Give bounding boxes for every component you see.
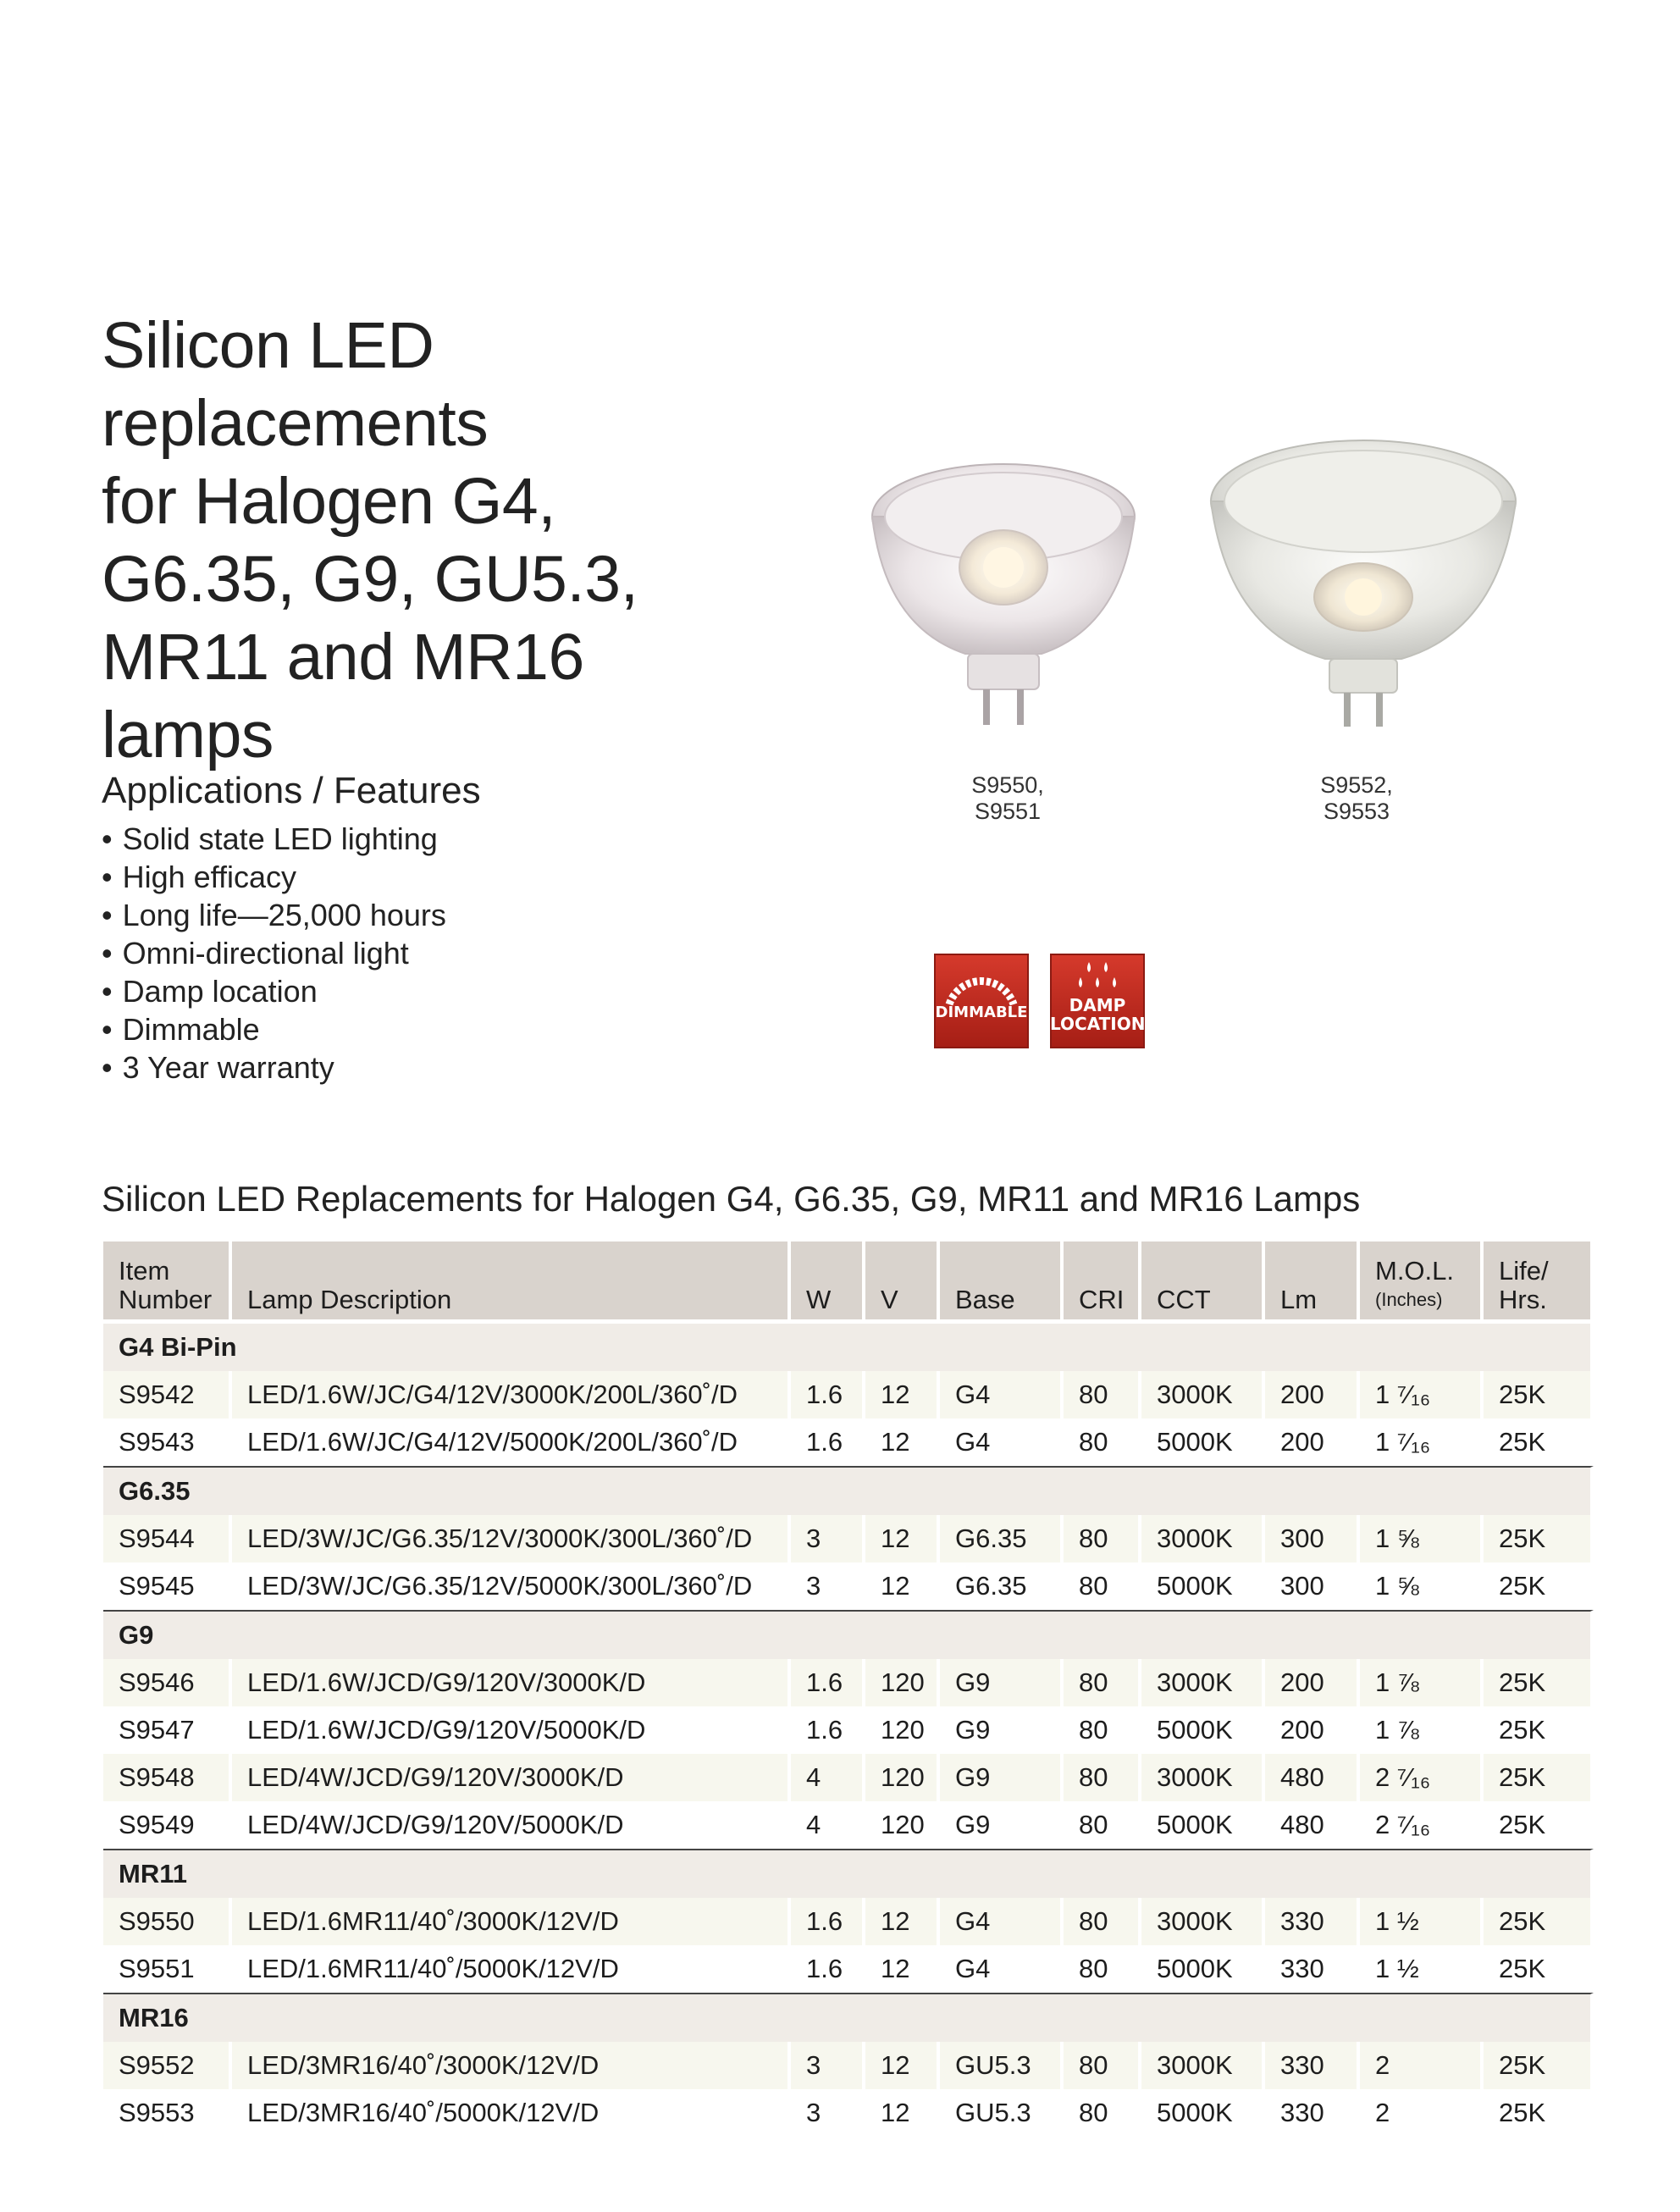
- cell-mol: 2 ⁷⁄₁₆: [1360, 1801, 1484, 1849]
- mr11-caption: [940, 772, 1075, 825]
- cell-life: 25K: [1484, 2042, 1594, 2089]
- cell-desc: LED/1.6W/JCD/G9/120V/5000K/D: [232, 1706, 791, 1754]
- group-label: MR16: [103, 1993, 1594, 2042]
- feature-item: • Long life—25,000 hours: [102, 896, 446, 934]
- cell-v: 12: [865, 1371, 940, 1418]
- cell-desc: LED/1.6W/JCD/G9/120V/3000K/D: [232, 1659, 791, 1706]
- table-row: [103, 1754, 1594, 1801]
- group-label: G4 Bi-Pin: [103, 1322, 1594, 1371]
- cell-item: S9543: [103, 1418, 232, 1466]
- cell-cct: 3000K: [1141, 1515, 1265, 1562]
- cell-v: 120: [865, 1706, 940, 1754]
- cell-w: 1.6: [791, 1898, 865, 1945]
- cell-w: 1.6: [791, 1418, 865, 1466]
- cell-base: G9: [940, 1801, 1064, 1849]
- title-line: replacements: [102, 387, 489, 460]
- col-lamp-description: Lamp Description: [232, 1241, 791, 1322]
- cell-item: S9551: [103, 1945, 232, 1993]
- cell-w: 1.6: [791, 1371, 865, 1418]
- feature-item: • Damp location: [102, 972, 446, 1010]
- header-text: Hrs.: [1499, 1285, 1547, 1314]
- col-lm: Lm: [1265, 1241, 1360, 1322]
- cell-base: G4: [940, 1371, 1064, 1418]
- table-row: [103, 1659, 1594, 1706]
- cell-mol: 1 ⁷⁄₁₆: [1360, 1371, 1484, 1418]
- damp-label: DAMP: [1069, 995, 1126, 1015]
- cell-cri: 80: [1064, 1945, 1141, 1993]
- location-label: LOCATION: [1050, 1014, 1146, 1034]
- features-list: [102, 820, 446, 1087]
- caption-line: S9551: [974, 799, 1042, 824]
- cell-life: 25K: [1484, 1945, 1594, 1993]
- cell-desc: LED/1.6W/JC/G4/12V/5000K/200L/360˚/D: [232, 1418, 791, 1466]
- cell-mol: 1 ⅝: [1360, 1515, 1484, 1562]
- cell-desc: LED/3W/JC/G6.35/12V/3000K/300L/360˚/D: [232, 1515, 791, 1562]
- page-title: [102, 307, 745, 774]
- cell-v: 12: [865, 1515, 940, 1562]
- cell-mol: 1 ⅝: [1360, 1562, 1484, 1610]
- cell-v: 120: [865, 1801, 940, 1849]
- table-row: [103, 2089, 1594, 2137]
- cell-base: G4: [940, 1898, 1064, 1945]
- cell-w: 3: [791, 2042, 865, 2089]
- cell-mol: 2: [1360, 2042, 1484, 2089]
- cell-desc: LED/4W/JCD/G9/120V/5000K/D: [232, 1801, 791, 1849]
- title-line: MR11 and MR16: [102, 621, 584, 694]
- cell-v: 120: [865, 1754, 940, 1801]
- group-row: [103, 1322, 1594, 1371]
- feature-item: • Dimmable: [102, 1010, 446, 1048]
- dimmable-badge: [934, 954, 1029, 1048]
- cell-item: S9553: [103, 2089, 232, 2137]
- cell-desc: LED/3W/JC/G6.35/12V/5000K/300L/360˚/D: [232, 1562, 791, 1610]
- cell-lm: 330: [1265, 2089, 1360, 2137]
- cell-life: 25K: [1484, 1371, 1594, 1418]
- mr16-caption: [1289, 772, 1424, 825]
- header-text: (Inches): [1375, 1289, 1443, 1310]
- col-life: [1484, 1241, 1594, 1322]
- cell-cri: 80: [1064, 1754, 1141, 1801]
- cell-life: 25K: [1484, 1562, 1594, 1610]
- header-text: Life/: [1499, 1256, 1549, 1286]
- cell-mol: 2: [1360, 2089, 1484, 2137]
- cell-lm: 200: [1265, 1659, 1360, 1706]
- cell-w: 1.6: [791, 1945, 865, 1993]
- cell-lm: 200: [1265, 1706, 1360, 1754]
- cell-item: S9545: [103, 1562, 232, 1610]
- cell-cct: 3000K: [1141, 1754, 1265, 1801]
- title-line: Silicon LED: [102, 309, 434, 382]
- col-v: V: [865, 1241, 940, 1322]
- group-label: G9: [103, 1610, 1594, 1659]
- col-mol: [1360, 1241, 1484, 1322]
- cell-base: GU5.3: [940, 2089, 1064, 2137]
- cell-item: S9548: [103, 1754, 232, 1801]
- cell-item: S9547: [103, 1706, 232, 1754]
- table-row: [103, 1898, 1594, 1945]
- cell-item: S9549: [103, 1801, 232, 1849]
- cell-item: S9546: [103, 1659, 232, 1706]
- cell-cct: 5000K: [1141, 1418, 1265, 1466]
- cell-life: 25K: [1484, 1659, 1594, 1706]
- cell-cri: 80: [1064, 1515, 1141, 1562]
- cell-lm: 200: [1265, 1418, 1360, 1466]
- table-row: [103, 2042, 1594, 2089]
- cell-life: 25K: [1484, 1898, 1594, 1945]
- spec-table: [103, 1241, 1594, 2137]
- cell-lm: 480: [1265, 1754, 1360, 1801]
- cell-cct: 5000K: [1141, 1706, 1265, 1754]
- cell-base: G9: [940, 1659, 1064, 1706]
- caption-line: S9553: [1323, 799, 1390, 824]
- cell-cri: 80: [1064, 1418, 1141, 1466]
- cell-lm: 200: [1265, 1371, 1360, 1418]
- cell-desc: LED/3MR16/40˚/5000K/12V/D: [232, 2089, 791, 2137]
- cell-w: 1.6: [791, 1659, 865, 1706]
- table-row: [103, 1418, 1594, 1466]
- cell-mol: 1 ½: [1360, 1945, 1484, 1993]
- cell-mol: 1 ⁷⁄₁₆: [1360, 1418, 1484, 1466]
- cell-life: 25K: [1484, 2089, 1594, 2137]
- cell-lm: 330: [1265, 2042, 1360, 2089]
- table-heading: Silicon LED Replacements for Halogen G4, G6.35, G9, MR11 and MR16 Lamps: [102, 1179, 1361, 1219]
- mr11-lamp-image: [868, 457, 1139, 737]
- cell-base: GU5.3: [940, 2042, 1064, 2089]
- cell-desc: LED/1.6MR11/40˚/3000K/12V/D: [232, 1898, 791, 1945]
- cell-item: S9552: [103, 2042, 232, 2089]
- cell-lm: 300: [1265, 1562, 1360, 1610]
- table-row: [103, 1706, 1594, 1754]
- cell-w: 1.6: [791, 1706, 865, 1754]
- cell-w: 3: [791, 1562, 865, 1610]
- cell-desc: LED/3MR16/40˚/3000K/12V/D: [232, 2042, 791, 2089]
- mr16-lamp-image: [1207, 432, 1520, 737]
- cell-mol: 2 ⁷⁄₁₆: [1360, 1754, 1484, 1801]
- cell-v: 12: [865, 1898, 940, 1945]
- cell-v: 12: [865, 2042, 940, 2089]
- cell-lm: 330: [1265, 1898, 1360, 1945]
- table-row: [103, 1945, 1594, 1993]
- cell-v: 12: [865, 1945, 940, 1993]
- cell-lm: 330: [1265, 1945, 1360, 1993]
- cell-desc: LED/1.6MR11/40˚/5000K/12V/D: [232, 1945, 791, 1993]
- col-item-number: [103, 1241, 232, 1322]
- dimmable-label: DIMMABLE: [935, 1004, 1028, 1021]
- cell-base: G9: [940, 1754, 1064, 1801]
- cell-cct: 5000K: [1141, 1562, 1265, 1610]
- cell-mol: 1 ⅞: [1360, 1659, 1484, 1706]
- col-base: Base: [940, 1241, 1064, 1322]
- cell-v: 12: [865, 1562, 940, 1610]
- feature-item: • 3 Year warranty: [102, 1048, 446, 1087]
- feature-item: • High efficacy: [102, 858, 446, 896]
- cell-cri: 80: [1064, 2089, 1141, 2137]
- cell-item: S9544: [103, 1515, 232, 1562]
- cell-base: G9: [940, 1706, 1064, 1754]
- cell-mol: 1 ½: [1360, 1898, 1484, 1945]
- col-cct: CCT: [1141, 1241, 1265, 1322]
- features-heading: Applications / Features: [102, 770, 481, 811]
- cell-base: G4: [940, 1418, 1064, 1466]
- table-row: [103, 1562, 1594, 1610]
- caption-line: S9552,: [1320, 772, 1393, 798]
- cell-cri: 80: [1064, 1898, 1141, 1945]
- header-text: Item: [119, 1256, 170, 1286]
- feature-item: • Solid state LED lighting: [102, 820, 446, 858]
- cell-v: 12: [865, 2089, 940, 2137]
- col-w: W: [791, 1241, 865, 1322]
- table-row: [103, 1801, 1594, 1849]
- cell-lm: 480: [1265, 1801, 1360, 1849]
- group-row: [103, 1849, 1594, 1898]
- title-line: lamps: [102, 699, 274, 771]
- cell-desc: LED/1.6W/JC/G4/12V/3000K/200L/360˚/D: [232, 1371, 791, 1418]
- cell-v: 12: [865, 1418, 940, 1466]
- table-row: [103, 1371, 1594, 1418]
- cell-cri: 80: [1064, 1706, 1141, 1754]
- cell-w: 3: [791, 2089, 865, 2137]
- cell-w: 4: [791, 1754, 865, 1801]
- group-row: [103, 1610, 1594, 1659]
- title-line: for Halogen G4,: [102, 465, 556, 538]
- group-row: [103, 1993, 1594, 2042]
- cell-cri: 80: [1064, 2042, 1141, 2089]
- cell-base: G4: [940, 1945, 1064, 1993]
- header-text: M.O.L.: [1375, 1256, 1455, 1286]
- header-text: Number: [119, 1285, 213, 1314]
- cell-cri: 80: [1064, 1562, 1141, 1610]
- cell-v: 120: [865, 1659, 940, 1706]
- col-cri: CRI: [1064, 1241, 1141, 1322]
- group-label: G6.35: [103, 1466, 1594, 1515]
- cell-cct: 5000K: [1141, 1945, 1265, 1993]
- cell-w: 3: [791, 1515, 865, 1562]
- group-label: MR11: [103, 1849, 1594, 1898]
- cell-life: 25K: [1484, 1515, 1594, 1562]
- caption-line: S9550,: [971, 772, 1044, 798]
- cell-lm: 300: [1265, 1515, 1360, 1562]
- cell-life: 25K: [1484, 1706, 1594, 1754]
- cell-life: 25K: [1484, 1801, 1594, 1849]
- cell-cri: 80: [1064, 1371, 1141, 1418]
- cell-mol: 1 ⅞: [1360, 1706, 1484, 1754]
- cell-w: 4: [791, 1801, 865, 1849]
- cell-life: 25K: [1484, 1754, 1594, 1801]
- cell-cct: 5000K: [1141, 2089, 1265, 2137]
- group-row: [103, 1466, 1594, 1515]
- cell-base: G6.35: [940, 1515, 1064, 1562]
- cell-cri: 80: [1064, 1659, 1141, 1706]
- cell-cct: 3000K: [1141, 1371, 1265, 1418]
- cell-desc: LED/4W/JCD/G9/120V/3000K/D: [232, 1754, 791, 1801]
- cell-cct: 5000K: [1141, 1801, 1265, 1849]
- cell-life: 25K: [1484, 1418, 1594, 1466]
- table-row: [103, 1515, 1594, 1562]
- damp-location-badge: [1050, 954, 1145, 1048]
- cell-cct: 3000K: [1141, 1898, 1265, 1945]
- cell-item: S9542: [103, 1371, 232, 1418]
- cell-cri: 80: [1064, 1801, 1141, 1849]
- cell-cct: 3000K: [1141, 2042, 1265, 2089]
- cell-item: S9550: [103, 1898, 232, 1945]
- feature-item: • Omni-directional light: [102, 934, 446, 972]
- table-header-row: [103, 1241, 1594, 1322]
- cell-cct: 3000K: [1141, 1659, 1265, 1706]
- cell-base: G6.35: [940, 1562, 1064, 1610]
- title-line: G6.35, G9, GU5.3,: [102, 543, 638, 616]
